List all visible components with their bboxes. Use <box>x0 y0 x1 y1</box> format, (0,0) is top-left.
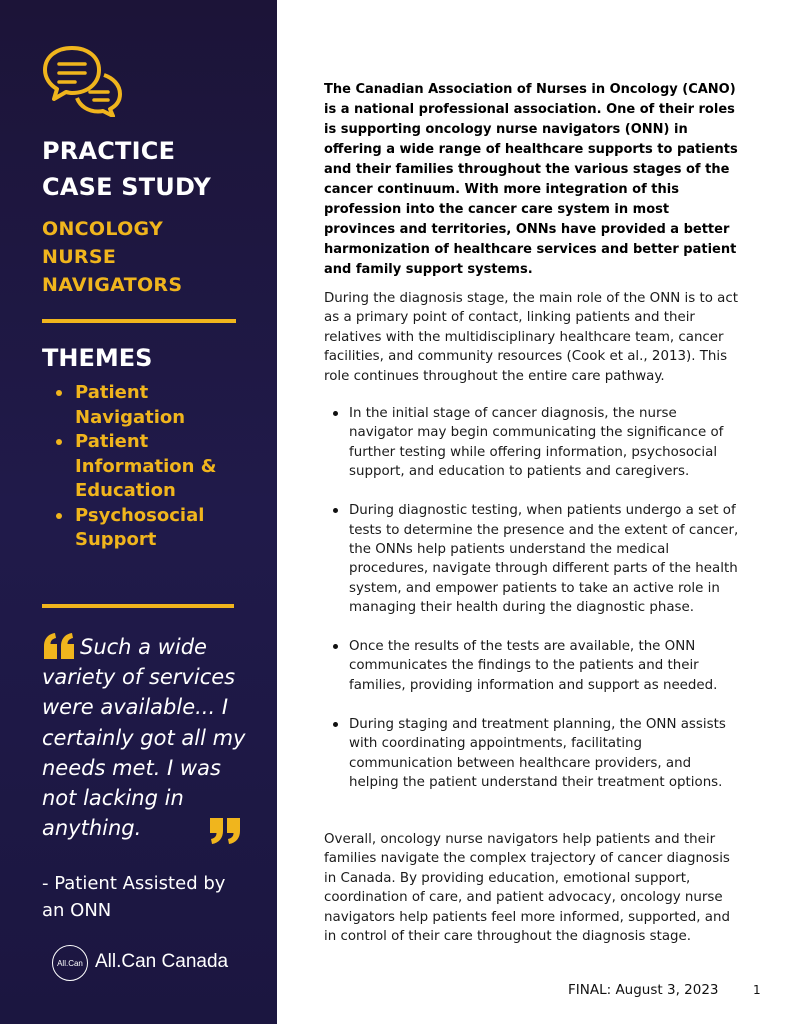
divider <box>42 604 234 608</box>
divider <box>42 319 236 323</box>
brand-name: All.Can Canada <box>95 951 229 972</box>
theme-item: Patient Information & Education <box>52 430 252 504</box>
page-subtitle <box>42 215 182 299</box>
intro-paragraph: The Canadian Association of Nurses in Oncology (CANO) is a national professional association. One of their roles is supporting oncology nurse navigators (ONN) in offering a wide range of healthcare supports to patients and their families throughout the various stages of the cancer continuum. With more integration of this profession into the cancer care system in most provinces and territories, ONNs have provided a better harmonization of healthcare services and better patient and family support systems. <box>324 82 738 277</box>
list-item: Once the results of the tests are available, the ONN communicates the findings to the patients and their families, providing information and support as needed. <box>330 637 740 695</box>
quote-attribution: - Patient Assisted by an ONN <box>42 873 226 921</box>
subtitle-line-1: ONCOLOGY <box>42 218 164 240</box>
allcan-logo <box>52 945 88 981</box>
body-paragraph-2: Overall, oncology nurse navigators help patients and their families navigate the complex trajectory of cancer diagnosis in Canada. By providing education, emotional support, coordination of care, and patient advocacy, oncology nurse navigators help patients feel more informed, supported, and in control of their care throughout the diagnosis stage. <box>324 832 730 945</box>
theme-item: Psychosocial Support <box>52 504 252 553</box>
theme-item: Patient Navigation <box>52 381 252 430</box>
page-number: 1 <box>753 983 761 997</box>
body-paragraph-1: During the diagnosis stage, the main role of the ONN is to act as a primary point of contact, linking patients and their relatives with the multidisciplinary healthcare team, cancer facilities, and community resources (Cook et al., 2013). This role continues throughout the entire care pathway. <box>324 291 738 384</box>
title-line-1: PRACTICE <box>42 137 176 165</box>
logo-text: All.Can <box>57 958 83 968</box>
list-item: In the initial stage of cancer diagnosis, the nurse navigator may begin communicating the significance of further testing while offering information, psychosocial support, and education to patients and caregivers. <box>330 404 740 482</box>
bullet-list <box>330 404 740 812</box>
testimonial-quote: Such a wide variety of services were available... I certainly got all my needs met. I was not lacking in anything. <box>42 635 246 841</box>
title-line-2: CASE STUDY <box>42 173 211 201</box>
sidebar <box>0 0 277 1024</box>
subtitle-line-3: NAVIGATORS <box>42 274 183 296</box>
list-item: During staging and treatment planning, the ONN assists with coordinating appointments, facilitating communication between healthcare providers, and helping the patient understand their treatment options. <box>330 715 740 793</box>
close-quote-icon <box>208 818 242 844</box>
themes-list <box>52 381 252 553</box>
page-title <box>42 133 211 205</box>
chat-bubbles-icon <box>42 45 124 117</box>
footer-date: FINAL: August 3, 2023 <box>568 982 719 998</box>
themes-heading: THEMES <box>42 344 153 372</box>
subtitle-line-2: NURSE <box>42 246 117 268</box>
list-item: During diagnostic testing, when patients undergo a set of tests to determine the presence and the extent of cancer, the ONNs help patients understand the medical procedures, navigate through different parts of the health system, and empower patients to take an active role in managing their health during the diagnostic phase. <box>330 501 740 617</box>
